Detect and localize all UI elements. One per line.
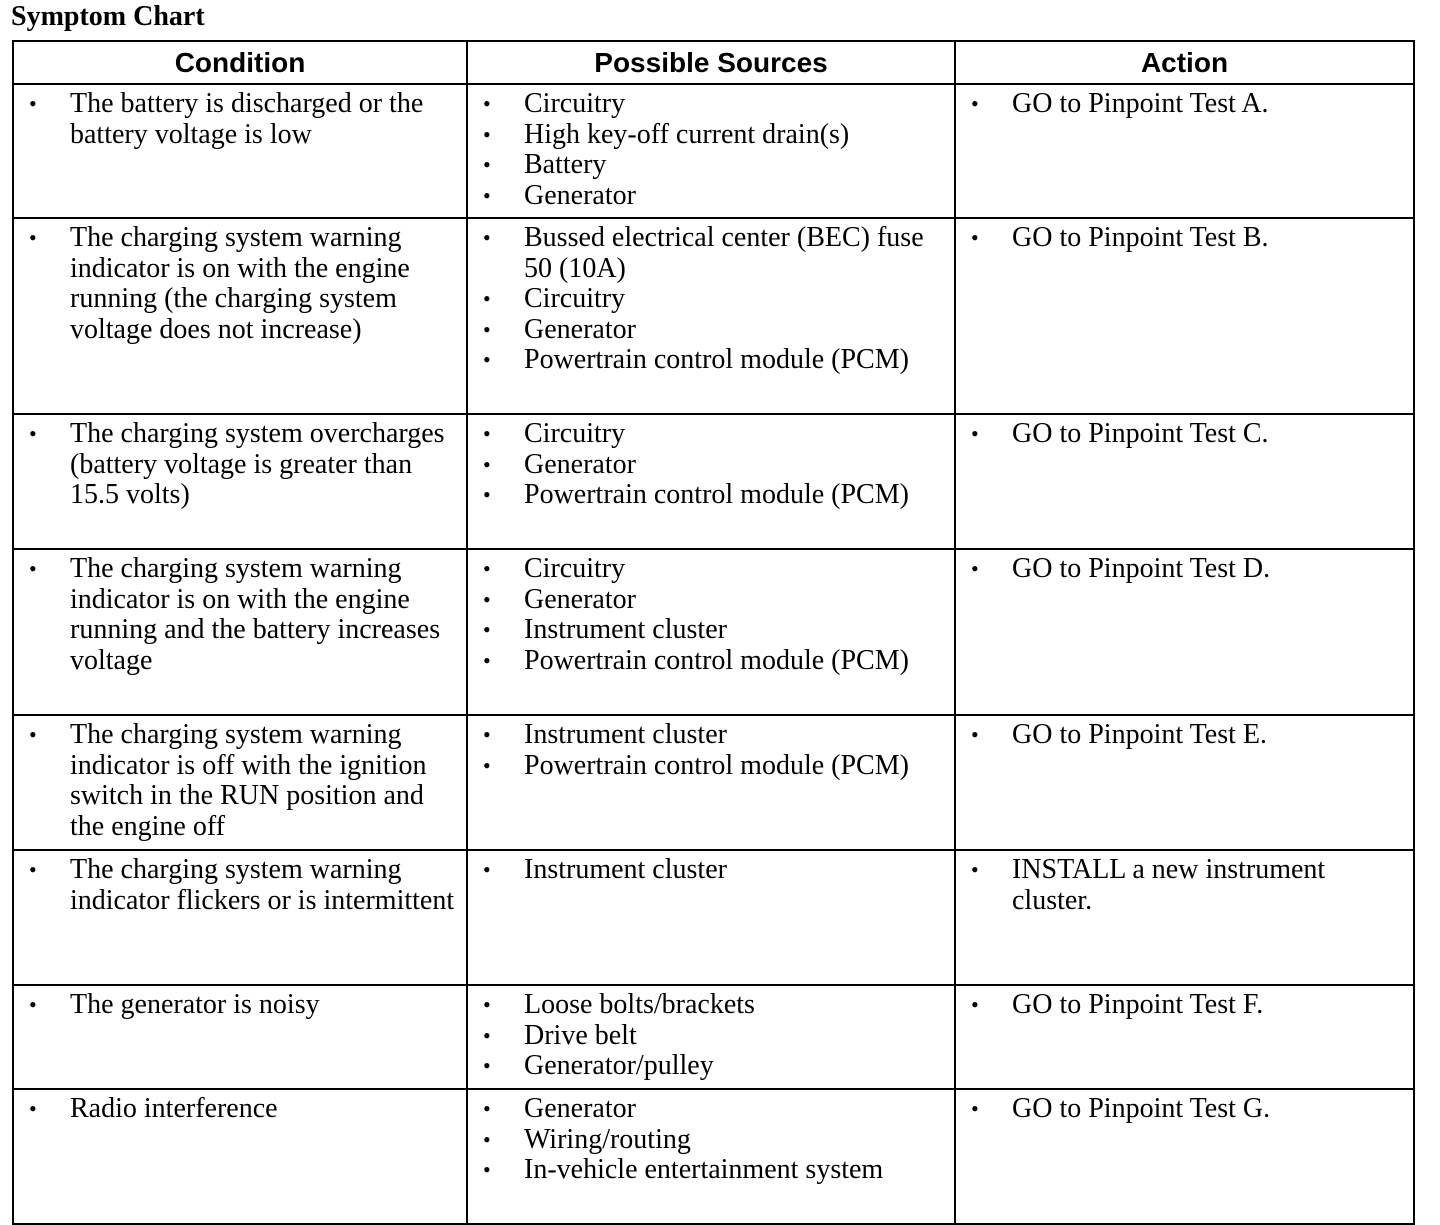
condition-cell [13, 1089, 467, 1224]
list-item: • Generator [468, 181, 954, 212]
list-item: • GO to Pinpoint Test B. [956, 223, 1413, 254]
list-item: • GO to Pinpoint Test E. [956, 720, 1413, 751]
possible-sources-cell [467, 84, 955, 218]
list-item: • The charging system warning indicator is on with the engine running and the battery increases voltage [14, 554, 466, 676]
condition-cell [13, 414, 467, 549]
bullet-list [956, 554, 1413, 585]
bullet-list [14, 223, 466, 345]
bullet-list [468, 855, 954, 886]
possible-sources-cell [467, 715, 955, 850]
list-item: • The battery is discharged or the battery voltage is low [14, 89, 466, 150]
bullet-list [468, 419, 954, 511]
action-cell [955, 850, 1414, 985]
table-row [13, 549, 1414, 715]
list-item: • Generator [468, 585, 954, 616]
list-item: • Generator [468, 315, 954, 346]
possible-sources-cell [467, 985, 955, 1089]
bullet-list [956, 419, 1413, 450]
condition-cell [13, 84, 467, 218]
list-item: • Powertrain control module (PCM) [468, 751, 954, 782]
list-item: • Instrument cluster [468, 720, 954, 751]
condition-cell [13, 715, 467, 850]
bullet-list [14, 855, 466, 916]
bullet-list [468, 89, 954, 211]
table-row [13, 985, 1414, 1089]
bullet-list [956, 1094, 1413, 1125]
list-item: • The charging system warning indicator is off with the ignition switch in the RUN position and the engine off [14, 720, 466, 842]
list-item: • Circuitry [468, 419, 954, 450]
list-item: • Circuitry [468, 89, 954, 120]
header-possible-sources: Possible Sources [467, 41, 955, 84]
bullet-list [14, 554, 466, 676]
action-cell [955, 218, 1414, 414]
condition-cell [13, 985, 467, 1089]
bullet-list [14, 1094, 466, 1125]
list-item: • The charging system warning indicator is on with the engine running (the charging system voltage does not increase) [14, 223, 466, 345]
table-row [13, 850, 1414, 985]
bullet-list [14, 419, 466, 511]
action-cell [955, 549, 1414, 715]
possible-sources-cell [467, 218, 955, 414]
list-item: • The charging system warning indicator flickers or is intermittent [14, 855, 466, 916]
header-row [13, 41, 1414, 84]
list-item: • Radio interference [14, 1094, 466, 1125]
bullet-list [468, 990, 954, 1082]
bullet-list [956, 990, 1413, 1021]
table-row [13, 414, 1414, 549]
bullet-list [14, 990, 466, 1021]
list-item: • Generator [468, 450, 954, 481]
bullet-list [14, 89, 466, 150]
page-title: Symptom Chart [11, 1, 205, 32]
list-item: • Circuitry [468, 554, 954, 585]
header-action: Action [955, 41, 1414, 84]
condition-cell [13, 549, 467, 715]
list-item: • Powertrain control module (PCM) [468, 345, 954, 376]
possible-sources-cell [467, 414, 955, 549]
list-item: • INSTALL a new instrument cluster. [956, 855, 1413, 916]
bullet-list [956, 223, 1413, 254]
bullet-list [956, 855, 1413, 916]
list-item: • Wiring/routing [468, 1125, 954, 1156]
list-item: • High key-off current drain(s) [468, 120, 954, 151]
list-item: • The charging system overcharges (battery voltage is greater than 15.5 volts) [14, 419, 466, 511]
table-row [13, 1089, 1414, 1224]
list-item: • Powertrain control module (PCM) [468, 480, 954, 511]
list-item: • GO to Pinpoint Test G. [956, 1094, 1413, 1125]
list-item: • GO to Pinpoint Test C. [956, 419, 1413, 450]
list-item: • Drive belt [468, 1021, 954, 1052]
list-item: • GO to Pinpoint Test F. [956, 990, 1413, 1021]
table-body [13, 84, 1414, 1224]
list-item: • GO to Pinpoint Test A. [956, 89, 1413, 120]
list-item: • Circuitry [468, 284, 954, 315]
condition-cell [13, 218, 467, 414]
bullet-list [468, 554, 954, 676]
bullet-list [468, 223, 954, 376]
symptom-table [12, 40, 1415, 1225]
possible-sources-cell [467, 850, 955, 985]
list-item: • Generator/pulley [468, 1051, 954, 1082]
list-item: • Instrument cluster [468, 855, 954, 886]
list-item: • Powertrain control module (PCM) [468, 646, 954, 677]
bullet-list [956, 89, 1413, 120]
list-item: • Instrument cluster [468, 615, 954, 646]
table-row [13, 84, 1414, 218]
list-item: • In-vehicle entertainment system [468, 1155, 954, 1186]
table-row [13, 715, 1414, 850]
list-item: • GO to Pinpoint Test D. [956, 554, 1413, 585]
bullet-list [468, 720, 954, 781]
list-item: • Bussed electrical center (BEC) fuse 50 (10A) [468, 223, 954, 284]
table-row [13, 218, 1414, 414]
list-item: • Battery [468, 150, 954, 181]
action-cell [955, 985, 1414, 1089]
action-cell [955, 1089, 1414, 1224]
bullet-list [956, 720, 1413, 751]
bullet-list [468, 1094, 954, 1186]
action-cell [955, 84, 1414, 218]
list-item: • The generator is noisy [14, 990, 466, 1021]
action-cell [955, 414, 1414, 549]
list-item: • Generator [468, 1094, 954, 1125]
list-item: • Loose bolts/brackets [468, 990, 954, 1021]
action-cell [955, 715, 1414, 850]
possible-sources-cell [467, 1089, 955, 1224]
possible-sources-cell [467, 549, 955, 715]
condition-cell [13, 850, 467, 985]
header-condition: Condition [13, 41, 467, 84]
bullet-list [14, 720, 466, 842]
